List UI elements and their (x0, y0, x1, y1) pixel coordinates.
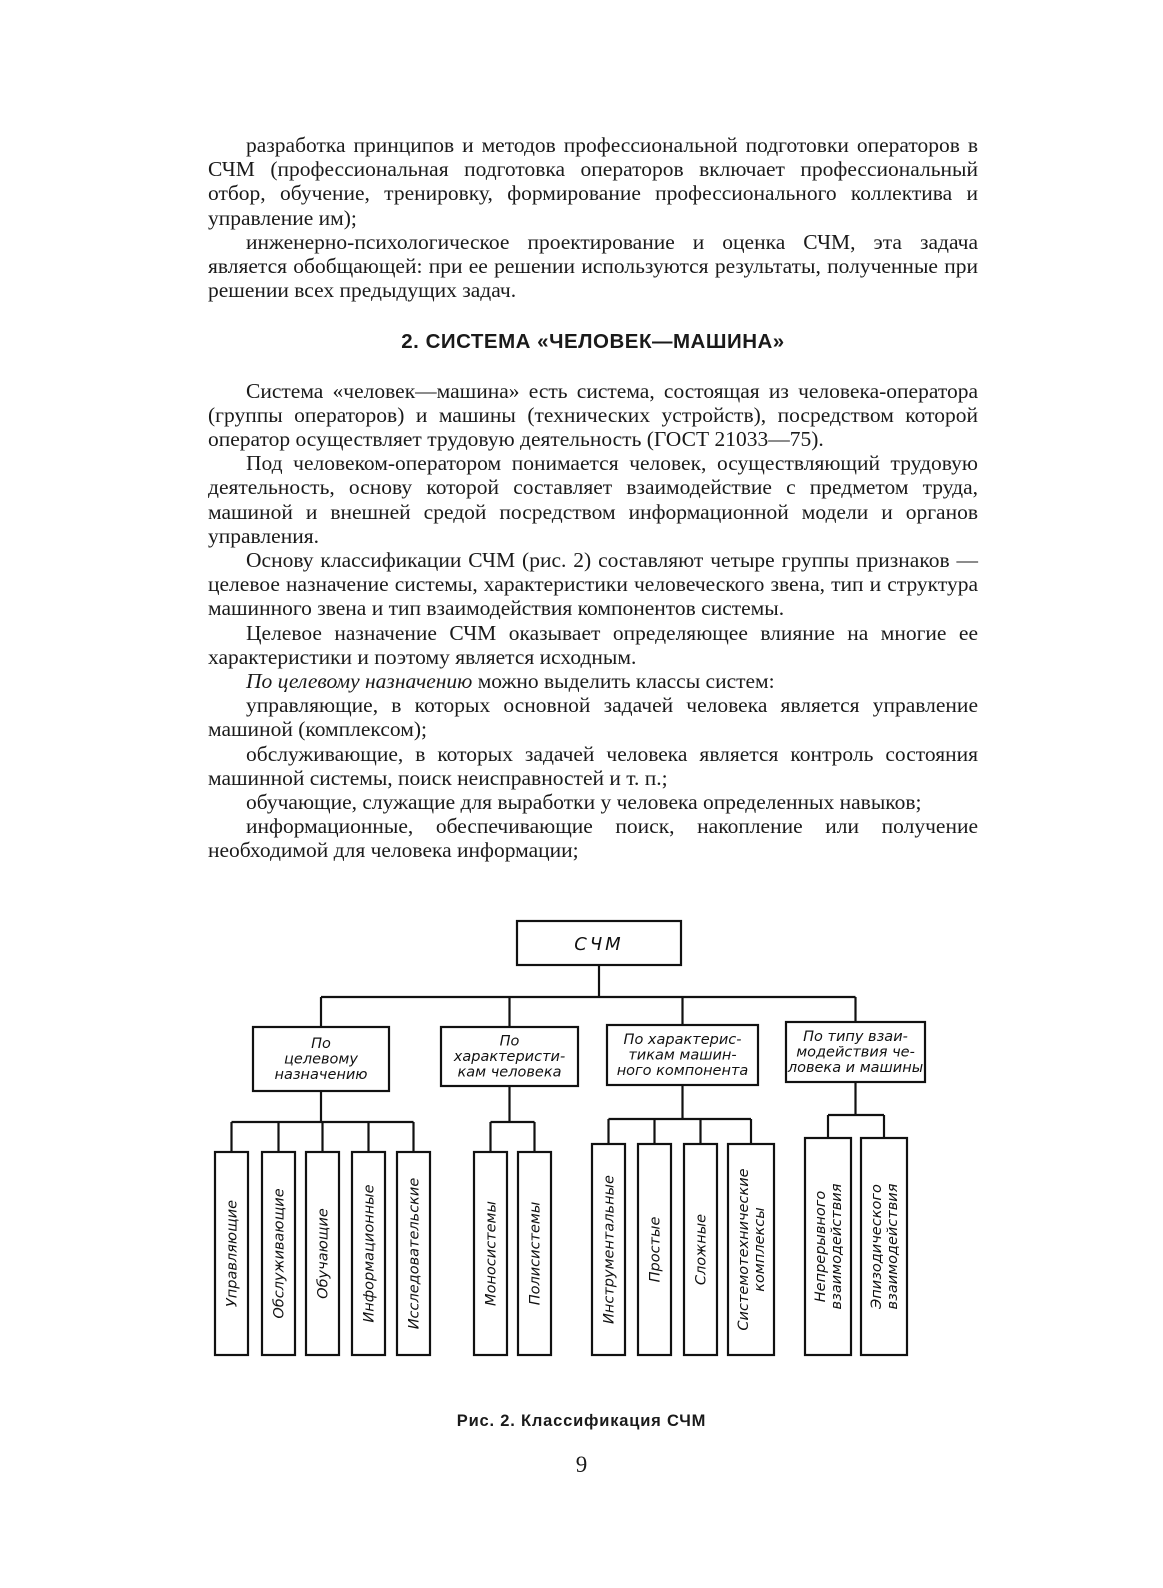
paragraph-top-1: разработка принципов и методов профессиональной подготовки операторов в СЧМ (профессиональная подготовка операторов включает профессиональный отбор, обучение, тренировку, формирование профессионального коллектива и управление им); (208, 133, 978, 230)
group-label: ного компонента (616, 1062, 749, 1079)
figure-caption: Рис. 2. Классификация СЧМ (456, 1412, 707, 1430)
page-number: 9 (575, 1452, 588, 1477)
group-label: назначению (274, 1066, 368, 1083)
leaf-label: взаимодействия (885, 1183, 901, 1310)
leaf-label: Информационные (361, 1184, 378, 1323)
leaf-label: комплексы (752, 1207, 768, 1292)
by-purpose-rest: можно выделить классы систем: (472, 669, 775, 694)
leaf-label: Сложные (693, 1213, 710, 1286)
leaf-label: Управляющие (224, 1199, 241, 1308)
leaf-label: Инструментальные (601, 1175, 618, 1324)
leaf-label: Исследовательские (406, 1177, 423, 1330)
leaf-label: Обслуживающие (271, 1188, 288, 1319)
group-label: По (499, 1033, 520, 1050)
group-label: характеристи- (453, 1048, 566, 1065)
leaf-label: Полисистемы (527, 1201, 544, 1306)
leaf-label: Простые (647, 1216, 664, 1283)
list-item-training: обучающие, служащие для выработки у человека определенных навыков; (246, 790, 922, 815)
paragraph-operator: Под человеком-оператором понимается человек, осуществляющий трудовую деятельность, основу которой составляет взаимодействие с предметом труда, машиной и внешней средой посредством информационной модели и органов управления. (208, 451, 978, 548)
paragraph-top-2: инженерно-психологическое проектирование и оценка СЧМ, эта задача является обобщающей: при ее решении используются результаты, полученные при решении всех предыдущих задач. (208, 229, 978, 303)
by-purpose-italic: По целевому назначению (246, 669, 473, 694)
list-item-information: информационные, обеспечивающие поиск, накопление или получение необходимой для человека информации; (208, 814, 978, 863)
paragraph-definition: Система «человек—машина» есть система, состоящая из человека-оператора (группы операторов) и машины (технических устройств), посредством которой оператор осуществляет трудовую деятельность (ГОСТ 21033—75). (208, 378, 978, 452)
group-label: тикам машин- (628, 1047, 737, 1064)
leaf-label: Обучающие (315, 1208, 332, 1299)
paragraph-classification: Основу классификации СЧМ (рис. 2) составляют четыре группы признаков — целевое назначение системы, характеристики человеческого звена, тип и структура машинного звена и тип взаимодействия компонентов системы. (208, 548, 978, 621)
group-label: целевому (284, 1051, 358, 1068)
group-label: кам человека (457, 1064, 562, 1081)
group-label: модействия че- (796, 1044, 915, 1061)
group-label: По (311, 1035, 331, 1052)
group-label: ловека и машины (787, 1059, 924, 1076)
list-item-service: обслуживающие, в которых задачей человека является контроль состояния машинной системы, поиск неисправностей и т. п.; (208, 741, 978, 790)
leaf-label: Моносистемы (483, 1201, 500, 1306)
leaf-label: Системотехнические (736, 1168, 752, 1331)
leaf-label: взаимодействия (829, 1183, 845, 1310)
section-heading: 2. СИСТЕМА «ЧЕЛОВЕК—МАШИНА» (401, 330, 785, 354)
root-label: СЧМ (574, 934, 624, 955)
group-label: По типу взаи- (803, 1028, 908, 1045)
list-item-control: управляющие, в которых основной задачей человека является управление машиной (комплексом); (208, 693, 978, 742)
group-label: По характерис- (623, 1031, 742, 1048)
leaf-label: Эпизодического (869, 1184, 885, 1309)
leaf-label: Непрерывного (813, 1190, 829, 1303)
paragraph-purpose-influence: Целевое назначение СЧМ оказывает определяющее влияние на многие ее характеристики и поэтому является исходным. (208, 620, 978, 669)
